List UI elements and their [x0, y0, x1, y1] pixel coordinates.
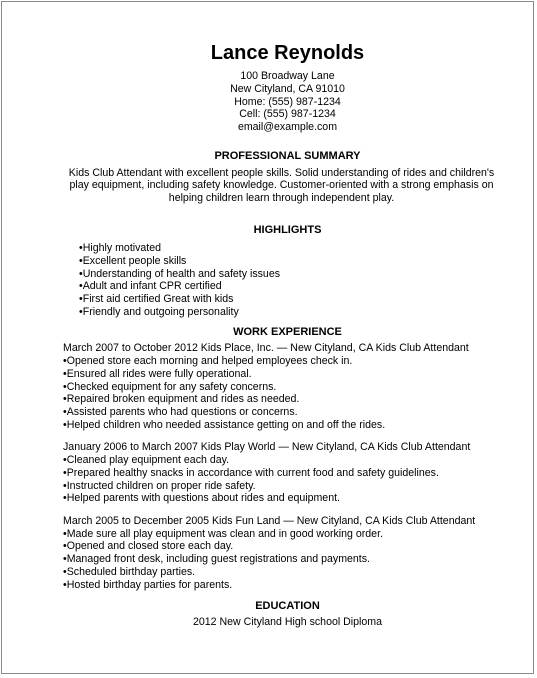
job-bullet: • Cleaned play equipment each day.	[63, 454, 533, 467]
job-bullet: • Managed front desk, including guest registrations and payments.	[63, 553, 533, 566]
job-entry	[63, 441, 533, 505]
job-bullet: • Checked equipment for any safety concerns.	[63, 381, 533, 394]
job-header: March 2007 to October 2012 Kids Place, Inc. — New Cityland, CA Kids Club Attendant	[63, 342, 469, 355]
highlight-item: • Excellent people skills	[79, 255, 533, 268]
job-bullets	[63, 528, 533, 592]
experience-heading: WORK EXPERIENCE	[233, 325, 342, 338]
job-bullet: • Helped children who needed assistance getting on and off the rides.	[63, 419, 533, 432]
job-bullets	[63, 355, 533, 431]
job-bullet: • Opened and closed store each day.	[63, 540, 533, 553]
contact-email: email@example.com	[237, 121, 338, 134]
job-bullet: • Made sure all play equipment was clean and in good working order.	[63, 528, 533, 541]
highlight-item: • Friendly and outgoing personality	[79, 306, 533, 319]
highlight-item: • Understanding of health and safety issues	[79, 268, 533, 281]
contact-cell-phone: Cell: (555) 987-1234	[239, 108, 336, 121]
highlight-item: • Highly motivated	[79, 242, 533, 255]
job-header: January 2006 to March 2007 Kids Play World — New Cityland, CA Kids Club Attendant	[63, 441, 471, 454]
highlights-list	[79, 242, 533, 319]
job-bullets	[63, 454, 533, 505]
contact-home-phone: Home: (555) 987-1234	[234, 95, 341, 108]
highlight-item: • Adult and infant CPR certified	[79, 280, 533, 293]
contact-block	[2, 70, 533, 134]
job-bullet: • Scheduled birthday parties.	[63, 566, 533, 579]
contact-address: 100 Broadway Lane	[240, 70, 335, 82]
job-bullet: • Prepared healthy snacks in accordance with current food and safety guidelines.	[63, 467, 533, 480]
education-heading: EDUCATION	[255, 600, 320, 613]
job-bullet: • Repaired broken equipment and rides as needed.	[63, 393, 533, 406]
job-bullet: • Instructed children on proper ride safety.	[63, 480, 533, 493]
job-bullet: • Ensured all rides were fully operational.	[63, 368, 533, 381]
job-bullet: • Helped parents with questions about rides and equipment.	[63, 492, 533, 505]
summary-heading: PROFESSIONAL SUMMARY	[214, 149, 361, 162]
job-header: March 2005 to December 2005 Kids Fun Land — New Cityland, CA Kids Club Attendant	[63, 514, 476, 527]
candidate-name: Lance Reynolds	[210, 42, 365, 64]
highlight-item: • First aid certified Great with kids	[79, 293, 533, 306]
job-entry	[63, 342, 533, 431]
job-bullet: • Opened store each morning and helped employees check in.	[63, 355, 533, 368]
contact-city: New Cityland, CA 91010	[230, 82, 345, 95]
job-bullet: • Hosted birthday parties for parents.	[63, 579, 533, 592]
summary-text: Kids Club Attendant with excellent people skills. Solid understanding of rides and children's play equipment, including safety knowledge. Customer-oriented with a strong emphasis on helping children learn through independent play.	[68, 166, 495, 204]
highlights-heading: HIGHLIGHTS	[253, 224, 322, 237]
education-entry: 2012 New Cityland High school Diploma	[192, 615, 383, 628]
resume-page	[1, 1, 534, 674]
job-entry	[63, 515, 533, 591]
job-bullet: • Assisted parents who had questions or concerns.	[63, 406, 533, 419]
